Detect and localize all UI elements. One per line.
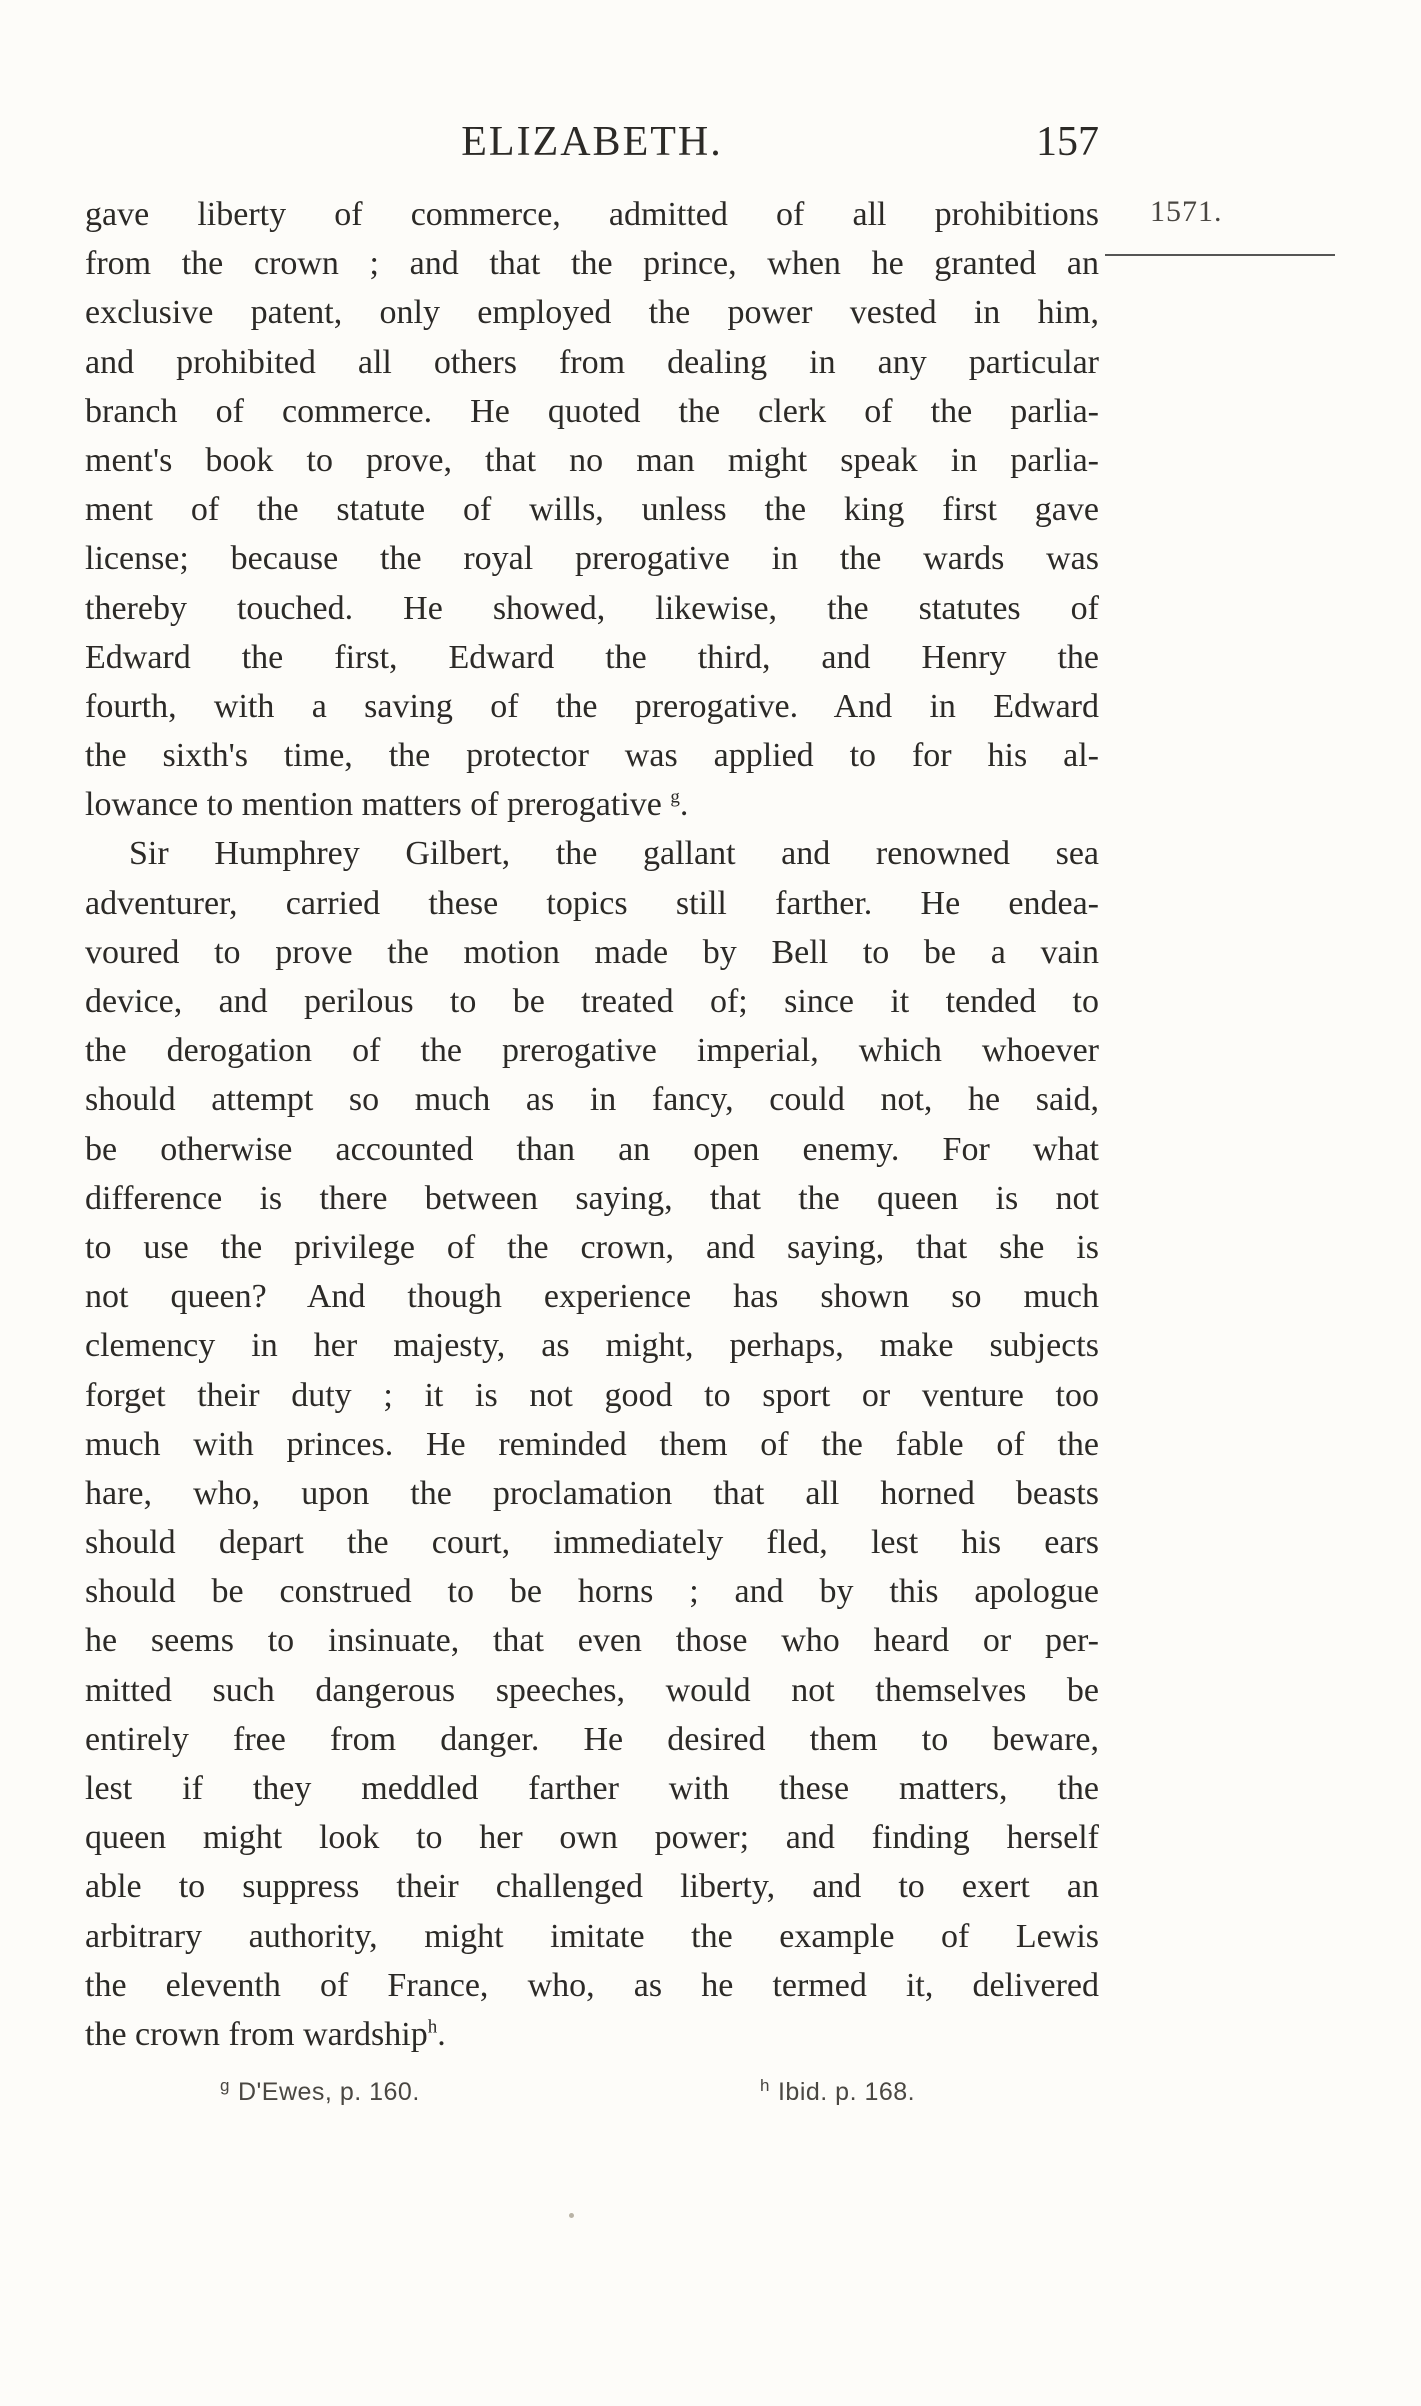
sentence-period: . [679, 786, 689, 824]
sentence-period: . [437, 2015, 446, 2053]
footnote-text: Ibid. p. 168. [777, 2078, 916, 2106]
text-line: Edward the first, Edward the third, and Henry the [85, 638, 1099, 676]
body-text [85, 190, 1099, 2059]
text-line-content: lowance to mention matters of prerogative [85, 786, 662, 824]
text-line: he seems to insinuate, that even those who heard or per- [85, 1622, 1099, 1660]
text-line: should attempt so much as in fancy, could not, he said, [85, 1081, 1099, 1119]
paper-speck [569, 2213, 574, 2218]
text-line: adventurer, carried these topics still farther. He endea- [85, 884, 1099, 922]
text-line: difference is there between saying, that the queen is not [85, 1179, 1099, 1217]
footnote-text: D'Ewes, p. 160. [237, 2078, 420, 2106]
text-line: gave liberty of commerce, admitted of all prohibitions [85, 196, 1099, 233]
page-title: ELIZABETH. [461, 119, 723, 165]
text-line: to use the privilege of the crown, and saying, that she is [85, 1228, 1099, 1266]
text-line: clemency in her majesty, as might, perhaps, make subjects [85, 1327, 1099, 1365]
text-line: much with princes. He reminded them of the fable of the [85, 1425, 1099, 1463]
text-line: fourth, with a saving of the prerogative. And in Edward [85, 687, 1099, 725]
footnote-ref-h[interactable]: h [427, 2016, 438, 2038]
text-line: queen might look to her own power; and finding herself [85, 1819, 1099, 1857]
text-line: mitted such dangerous speeches, would not themselves be [85, 1671, 1099, 1709]
text-line: should be construed to be horns ; and by this apologue [85, 1573, 1099, 1611]
text-line: device, and perilous to be treated of; since it tended to [85, 983, 1099, 1020]
footnote-g [220, 2072, 420, 2112]
text-line: entirely free from danger. He desired them to beware, [85, 1720, 1099, 1758]
text-line: thereby touched. He showed, likewise, the statutes of [85, 589, 1099, 627]
footnote-mark: h [760, 2075, 770, 2095]
text-line: not queen? And though experience has shown so much [85, 1278, 1099, 1316]
footnote-ref-g[interactable]: g [670, 786, 680, 808]
text-line-paragraph-start: Sir Humphrey Gilbert, the gallant and renowned sea [129, 835, 1099, 873]
text-line: and prohibited all others from dealing in any particular [85, 343, 1099, 381]
text-line: ment of the statute of wills, unless the king first gave [85, 491, 1099, 529]
text-line: branch of commerce. He quoted the clerk of the parlia- [85, 392, 1099, 430]
footnotes [85, 2072, 1099, 2112]
text-line-content: the crown from wardship [85, 2015, 428, 2053]
running-head [85, 112, 1099, 172]
text-line: ment's book to prove, that no man might speak in parlia- [85, 441, 1099, 479]
text-line: the derogation of the prerogative imperial, which whoever [85, 1032, 1099, 1070]
text-line: arbitrary authority, might imitate the example of Lewis [85, 1917, 1099, 1955]
text-line: the eleventh of France, who, as he termed it, delivered [85, 1966, 1099, 2004]
text-line: lest if they meddled farther with these matters, the [85, 1770, 1099, 1807]
text-line: hare, who, upon the proclamation that all horned beasts [85, 1474, 1099, 1512]
page-number: 157 [1036, 119, 1099, 165]
text-line: should depart the court, immediately fled, lest his ears [85, 1524, 1099, 1562]
text-line-paragraph-end [85, 780, 1099, 829]
text-line: be otherwise accounted than an open enemy. For what [85, 1130, 1099, 1168]
margin-year-note: 1571. [1150, 195, 1223, 228]
footnote-h [760, 2072, 915, 2112]
text-line-paragraph-end [85, 2010, 1099, 2059]
text-line: voured to prove the motion made by Bell to be a vain [85, 933, 1099, 971]
text-line: from the crown ; and that the prince, when he granted an [85, 245, 1099, 283]
text-line: license; because the royal prerogative in the wards was [85, 540, 1099, 578]
text-line: able to suppress their challenged liberty, and to exert an [85, 1868, 1099, 1906]
text-line: forget their duty ; it is not good to sport or venture too [85, 1376, 1099, 1414]
footnote-mark: g [220, 2075, 230, 2095]
margin-rule [1105, 254, 1335, 256]
text-line: exclusive patent, only employed the power vested in him, [85, 294, 1099, 332]
text-line: the sixth's time, the protector was applied to for his al- [85, 737, 1099, 775]
